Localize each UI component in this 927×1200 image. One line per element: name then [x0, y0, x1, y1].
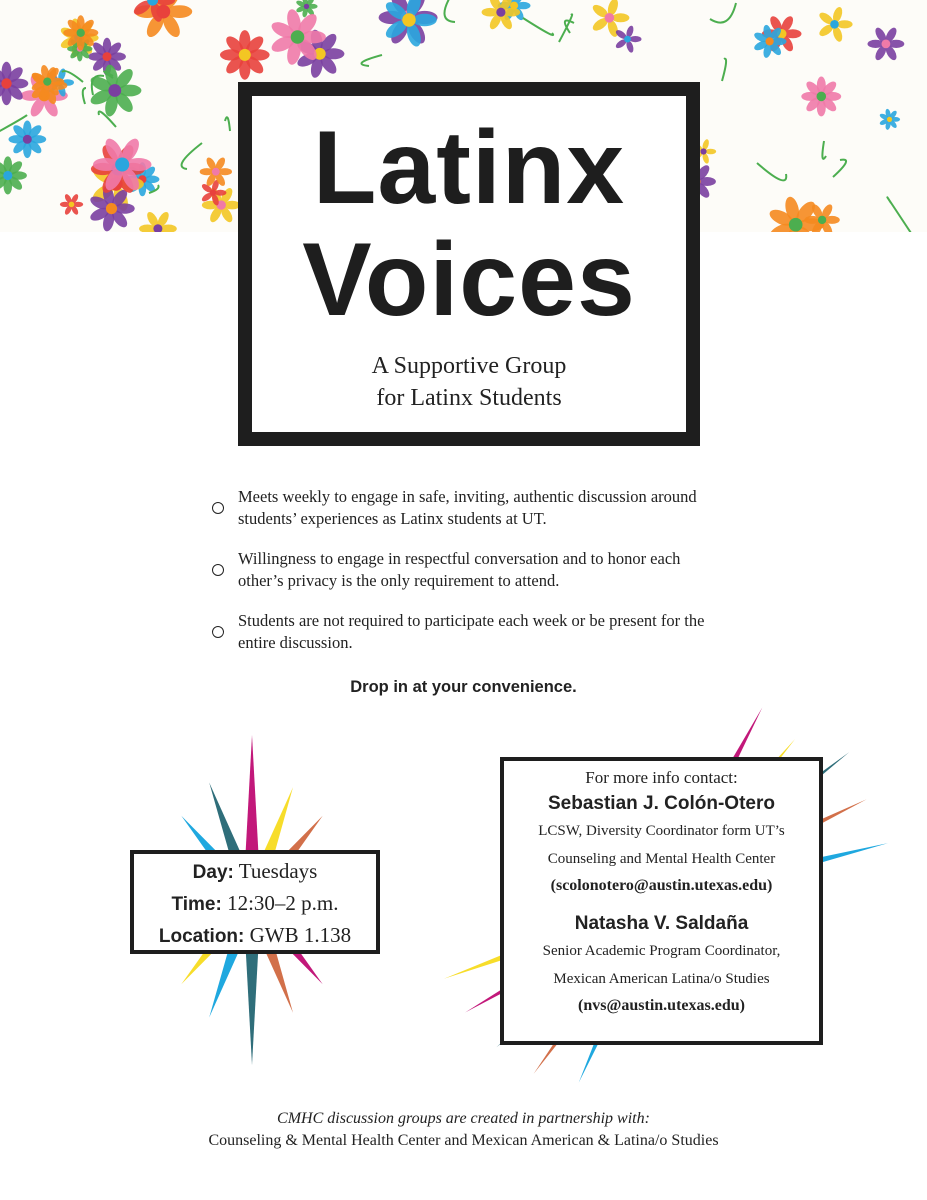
- bullet-item: [210, 486, 730, 530]
- location-label: Location:: [158, 926, 245, 947]
- title-box: [238, 82, 700, 446]
- contact-email-1[interactable]: (scolonotero@austin.utexas.edu): [550, 877, 773, 894]
- contact-dept-2: Mexican American Latina/o Studies: [553, 971, 770, 987]
- schedule-time: [134, 888, 376, 920]
- contact-box: [500, 757, 823, 1045]
- day-label: Day:: [192, 862, 234, 883]
- contact-heading: For more info contact:: [585, 768, 738, 787]
- contact-name-1: Sebastian J. Colón-Otero: [548, 793, 775, 814]
- footer-line-2: Counseling & Mental Health Center and Mexican American & Latina/o Studies: [208, 1132, 719, 1149]
- subtitle-line-2: for Latinx Students: [376, 385, 562, 411]
- time-label: Time:: [171, 894, 222, 915]
- contact-name-2: Natasha V. Saldaña: [574, 913, 749, 934]
- bullet-item: [210, 548, 730, 592]
- time-value: 12:30–2 p.m.: [227, 891, 339, 915]
- footer-line-1: CMHC discussion groups are created in partnership with:: [277, 1110, 650, 1127]
- bullet-text: Meets weekly to engage in safe, inviting, authentic discussion around students’ experiences as Latinx students at UT.: [238, 487, 697, 528]
- bullet-list: [210, 486, 730, 672]
- day-value: Tuesdays: [238, 859, 318, 883]
- footer: [0, 1108, 927, 1152]
- contact-dept-1: Counseling and Mental Health Center: [547, 851, 776, 867]
- bullet-text: Willingness to engage in respectful conversation and to honor each other’s privacy is the only requirement to attend.: [238, 549, 681, 590]
- schedule-day: [134, 856, 376, 888]
- bullet-item: [210, 610, 730, 654]
- schedule-location: [134, 920, 376, 952]
- title-line-1: Latinx: [312, 110, 626, 226]
- subtitle: [252, 350, 686, 414]
- subtitle-line-1: A Supportive Group: [371, 353, 567, 379]
- schedule-box: [130, 850, 380, 954]
- drop-in-note: Drop in at your convenience.: [350, 678, 577, 696]
- bullet-circle-icon: [212, 502, 224, 514]
- bullet-text: Students are not required to participate each week or be present for the entire discussion.: [238, 611, 705, 652]
- title-line-2: Voices: [302, 222, 636, 338]
- contact-title-1: LCSW, Diversity Coordinator form UT’s: [538, 823, 785, 839]
- contact-email-2[interactable]: (nvs@austin.utexas.edu): [578, 997, 745, 1014]
- contact-title-2: Senior Academic Program Coordinator,: [542, 943, 781, 959]
- location-value: GWB 1.138: [249, 923, 352, 947]
- bullet-circle-icon: [212, 564, 224, 576]
- bullet-circle-icon: [212, 626, 224, 638]
